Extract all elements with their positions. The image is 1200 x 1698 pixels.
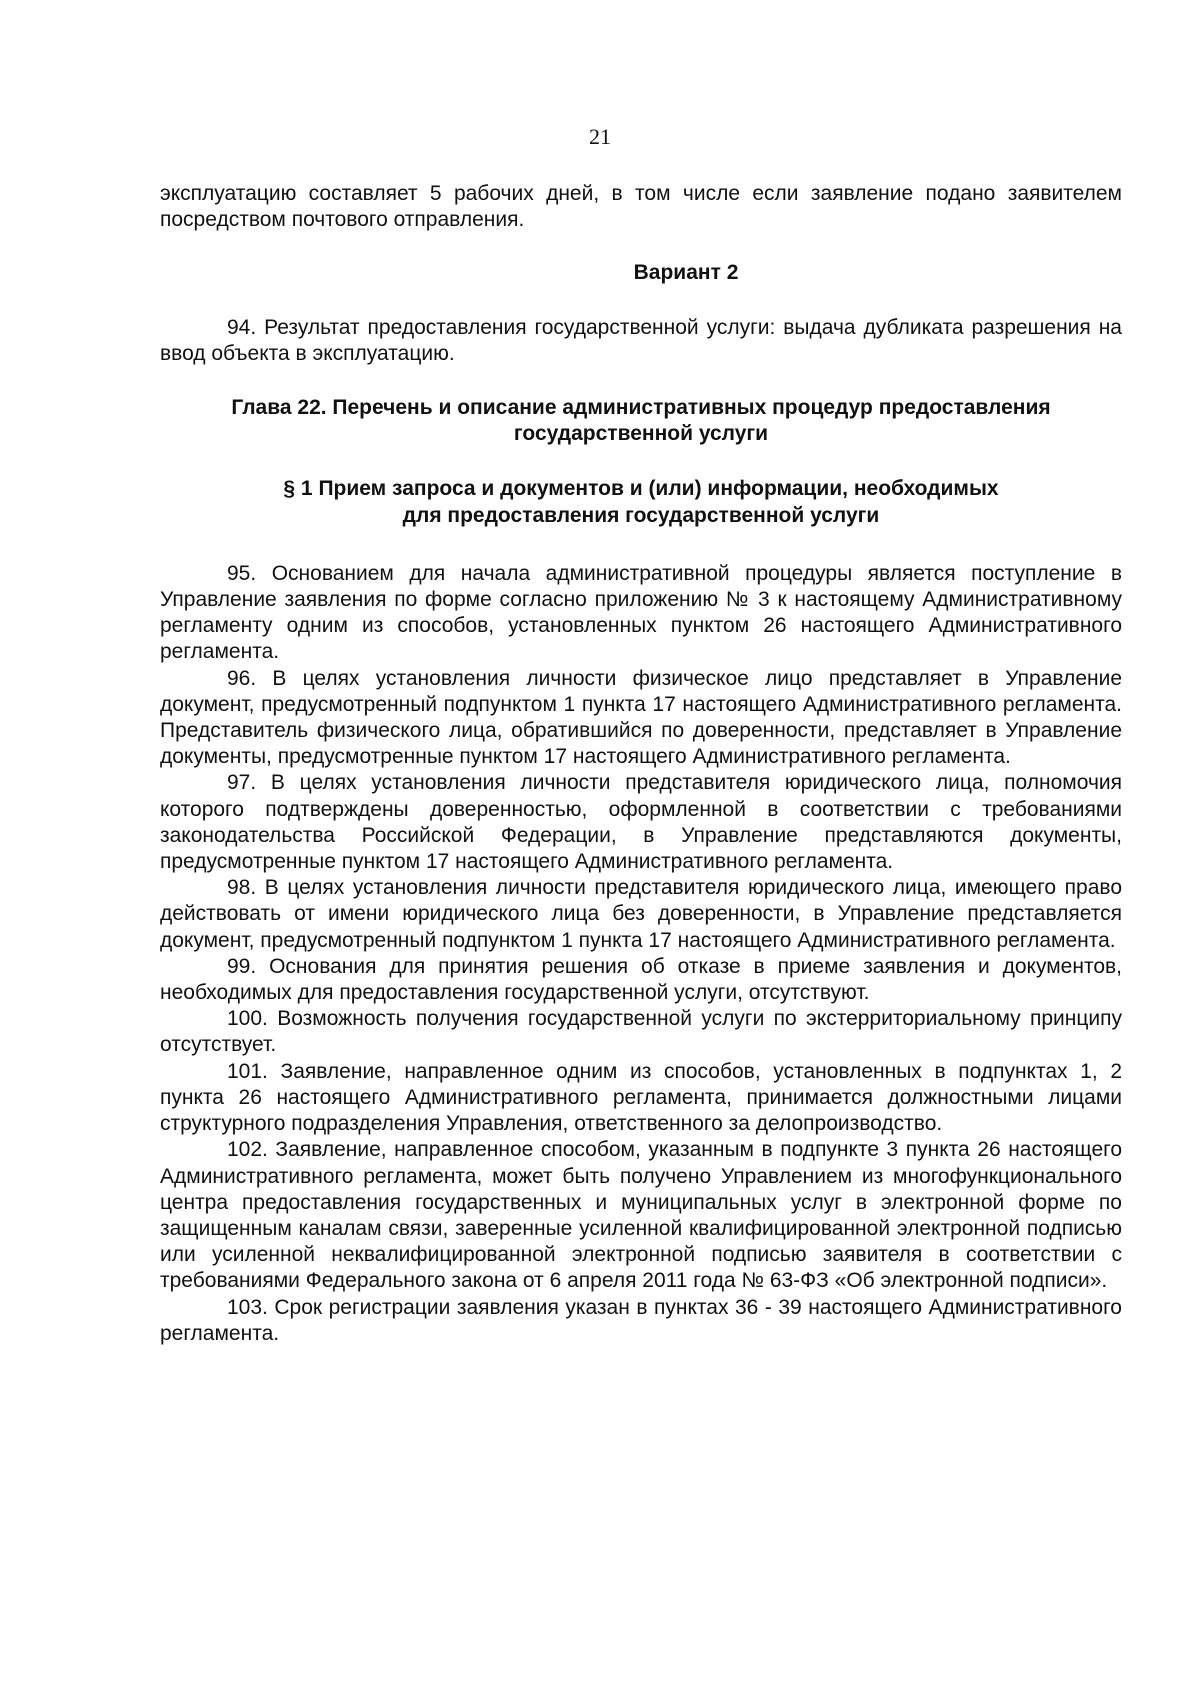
paragraph-99: 99. Основания для принятия решения об отказе в приеме заявления и документов, необходимых для предоставления государственной услуги, отсутствуют. xyxy=(160,954,1122,1005)
paragraph-102: 102. Заявление, направленное способом, указанным в подпункте 3 пункта 26 настоящего Административного регламента, может быть получено Управлением из многофункционального центра предоставления государственных и муниципальных услуг в электронной форме по защищенным каналам связи, заверенные усиленной квалифицированной электронной подписью или усиленной неквалифицированной электронной подписью заявителя в соответствии с требованиями Федерального закона от 6 апреля 2011 года № 63-ФЗ «Об электронной подписи». xyxy=(160,1138,1122,1293)
spacer xyxy=(160,233,1122,260)
page-number: 21 xyxy=(589,124,611,149)
paragraph-96: 96. В целях установления личности физическое лицо представляет в Управление документ, предусмотренный подпунктом 1 пункта 17 настоящего Административного регламента. Представитель физического лица, обратившийся по доверенности, представляет в Управление документы, предусмотренные пунктом 17 настоящего Административного регламента. xyxy=(160,666,1122,769)
paragraph-98: 98. В целях установления личности представителя юридического лица, имеющего право действовать от имени юридического лица без доверенности, в Управление представляется документ, предусмотренный подпунктом 1 пункта 17 настоящего Административного регламента. xyxy=(160,876,1122,952)
intro-paragraph: эксплуатацию составляет 5 рабочих дней, в том числе если заявление подано заявителем посредством почтового отправления. xyxy=(160,182,1122,232)
variant-heading: Вариант 2 xyxy=(633,261,739,285)
chapter-heading-line-1: Глава 22. Перечень и описание административных процедур предоставления xyxy=(231,396,1051,420)
document-body xyxy=(160,181,1122,1347)
paragraph-100: 100. Возможность получения государственной услуги по экстерриториальному принципу отсутствует. xyxy=(160,1007,1122,1057)
paragraph-97: 97. В целях установления личности представителя юридического лица, полномочия которого подтверждены доверенностью, оформленной в соответствии с требованиями законодательства Российской Федерации, в Управление представляются документы, предусмотренные пунктом 17 настоящего Административного регламента. xyxy=(160,771,1122,874)
section-heading-line-2: для предоставления государственной услуги xyxy=(402,503,880,527)
spacer xyxy=(160,447,1122,476)
paragraph-95: 95. Основанием для начала административной процедуры является поступление в Управление заявления по форме согласно приложению № 3 к настоящему Административному регламенту одним из способов, установленных пунктом 26 настоящего Административного регламента. xyxy=(160,561,1122,664)
chapter-heading xyxy=(160,395,1122,447)
section-heading xyxy=(160,476,1122,528)
paragraph-103: 103. Срок регистрации заявления указан в пунктах 36 - 39 настоящего Административного регламента. xyxy=(160,1295,1122,1345)
section-heading-line-1: § 1 Прием запроса и документов и (или) информации, необходимых xyxy=(283,477,999,501)
paragraph-94: 94. Результат предоставления государственной услуги: выдача дубликата разрешения на ввод объекта в эксплуатацию. xyxy=(160,315,1122,365)
chapter-heading-line-2: государственной услуги xyxy=(513,422,769,446)
paragraph-101: 101. Заявление, направленное одним из способов, установленных в подпунктах 1, 2 пункта 26 настоящего Административного регламента, принимается должностными лицами структурного подразделения Управления, ответственного за делопроизводство. xyxy=(160,1059,1122,1136)
spacer xyxy=(160,287,1122,315)
spacer xyxy=(160,529,1122,561)
spacer xyxy=(160,367,1122,395)
